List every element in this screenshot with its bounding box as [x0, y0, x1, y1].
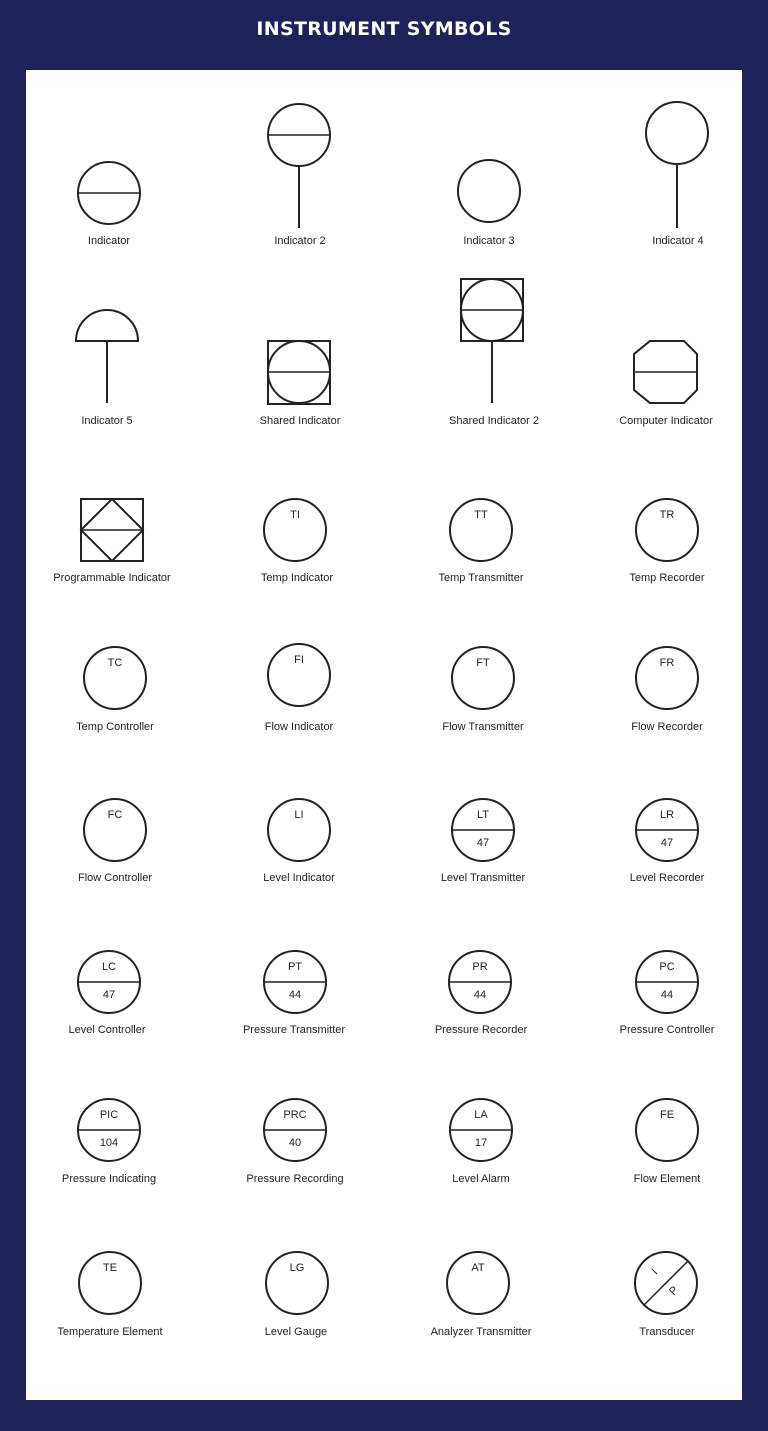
shared-indicator-2-symbol: [461, 279, 523, 403]
shared-indicator-symbol: [268, 341, 330, 404]
symbol-label: Level Indicator: [263, 872, 335, 884]
symbol-label: Analyzer Transmitter: [430, 1326, 532, 1338]
symbol-label: Temp Indicator: [260, 572, 334, 584]
tag-top: FC: [107, 809, 123, 821]
indicator-2-symbol: [268, 104, 330, 228]
tag-top: FT: [476, 657, 490, 669]
symbol-label: Indicator 2: [274, 235, 326, 247]
computer-indicator-symbol: [634, 341, 697, 403]
transducer-symbol: [635, 1252, 697, 1314]
tag-bottom: 44: [473, 989, 487, 1001]
tag-top: TT: [474, 509, 488, 521]
tag-top: PC: [659, 961, 675, 973]
symbol-label: Pressure Controller: [619, 1024, 715, 1036]
symbol-label: Flow Element: [633, 1173, 701, 1185]
tag-bottom: 44: [660, 989, 674, 1001]
tag-top: PIC: [99, 1109, 119, 1121]
symbol-label: Computer Indicator: [619, 415, 713, 427]
tag-bottom: 47: [660, 837, 674, 849]
symbol-label: Indicator 4: [652, 235, 704, 247]
symbol-label: Indicator: [87, 235, 131, 247]
symbol-label: Level Recorder: [629, 872, 705, 884]
tag-top: TC: [107, 657, 123, 669]
tag-top: LG: [289, 1262, 305, 1274]
symbol-label: Pressure Recording: [246, 1173, 344, 1185]
tag-top: TR: [659, 509, 675, 521]
symbol-label: Indicator 3: [463, 235, 515, 247]
symbol-label: Indicator 5: [81, 415, 133, 427]
symbol-label: Level Controller: [68, 1024, 146, 1036]
tag-top: LA: [474, 1109, 488, 1121]
tag-top: I: [649, 1266, 661, 1278]
indicator-3-symbol: [458, 160, 520, 222]
programmable-indicator-symbol: [81, 499, 143, 561]
tag-bottom: 17: [474, 1137, 488, 1149]
tag-top: FE: [659, 1109, 675, 1121]
tag-top: TI: [290, 509, 300, 521]
tag-bottom: 104: [99, 1137, 119, 1149]
tag-bottom: 40: [288, 1137, 302, 1149]
page-title: INSTRUMENT SYMBOLS: [256, 18, 512, 40]
symbol-label: Temp Recorder: [629, 572, 705, 584]
symbol-label: Level Alarm: [452, 1173, 510, 1185]
symbol-label: Programmable Indicator: [53, 572, 171, 584]
symbol-label: Shared Indicator 2: [449, 415, 539, 427]
symbol-label: Pressure Indicating: [61, 1173, 157, 1185]
tag-top: FI: [294, 654, 304, 666]
tag-bottom: 44: [288, 989, 302, 1001]
tag-top: PR: [472, 961, 488, 973]
tag-top: FR: [659, 657, 675, 669]
indicator-4-symbol: [646, 102, 708, 228]
symbol-label: Temp Controller: [76, 721, 154, 733]
tag-top: LI: [294, 809, 304, 821]
symbol-label: Flow Indicator: [264, 721, 334, 733]
tag-top: LC: [101, 961, 117, 973]
symbol-label: Pressure Recorder: [434, 1024, 528, 1036]
tag-bottom: 47: [102, 989, 116, 1001]
symbol-label: Transducer: [639, 1326, 695, 1338]
tag-top: PT: [287, 961, 303, 973]
symbol-label: Shared Indicator: [259, 415, 341, 427]
indicator-5-symbol: [76, 310, 138, 403]
symbol-label: Pressure Transmitter: [242, 1024, 346, 1036]
symbol-label: Flow Recorder: [631, 721, 703, 733]
tag-top: AT: [471, 1262, 485, 1274]
tag-bottom: P: [667, 1284, 681, 1298]
tag-top: LR: [659, 809, 675, 821]
tag-top: PRC: [283, 1109, 307, 1121]
symbol-label: Temperature Element: [57, 1326, 163, 1338]
symbol-label: Temp Transmitter: [438, 572, 524, 584]
tag-top: TE: [102, 1262, 118, 1274]
symbol-label: Flow Controller: [78, 872, 152, 884]
symbol-label: Level Transmitter: [440, 872, 526, 884]
symbol-label: Flow Transmitter: [442, 721, 524, 733]
tag-bottom: 47: [476, 837, 490, 849]
symbol-label: Level Gauge: [264, 1326, 328, 1338]
tag-top: LT: [476, 809, 490, 821]
indicator-symbol: [78, 162, 140, 224]
